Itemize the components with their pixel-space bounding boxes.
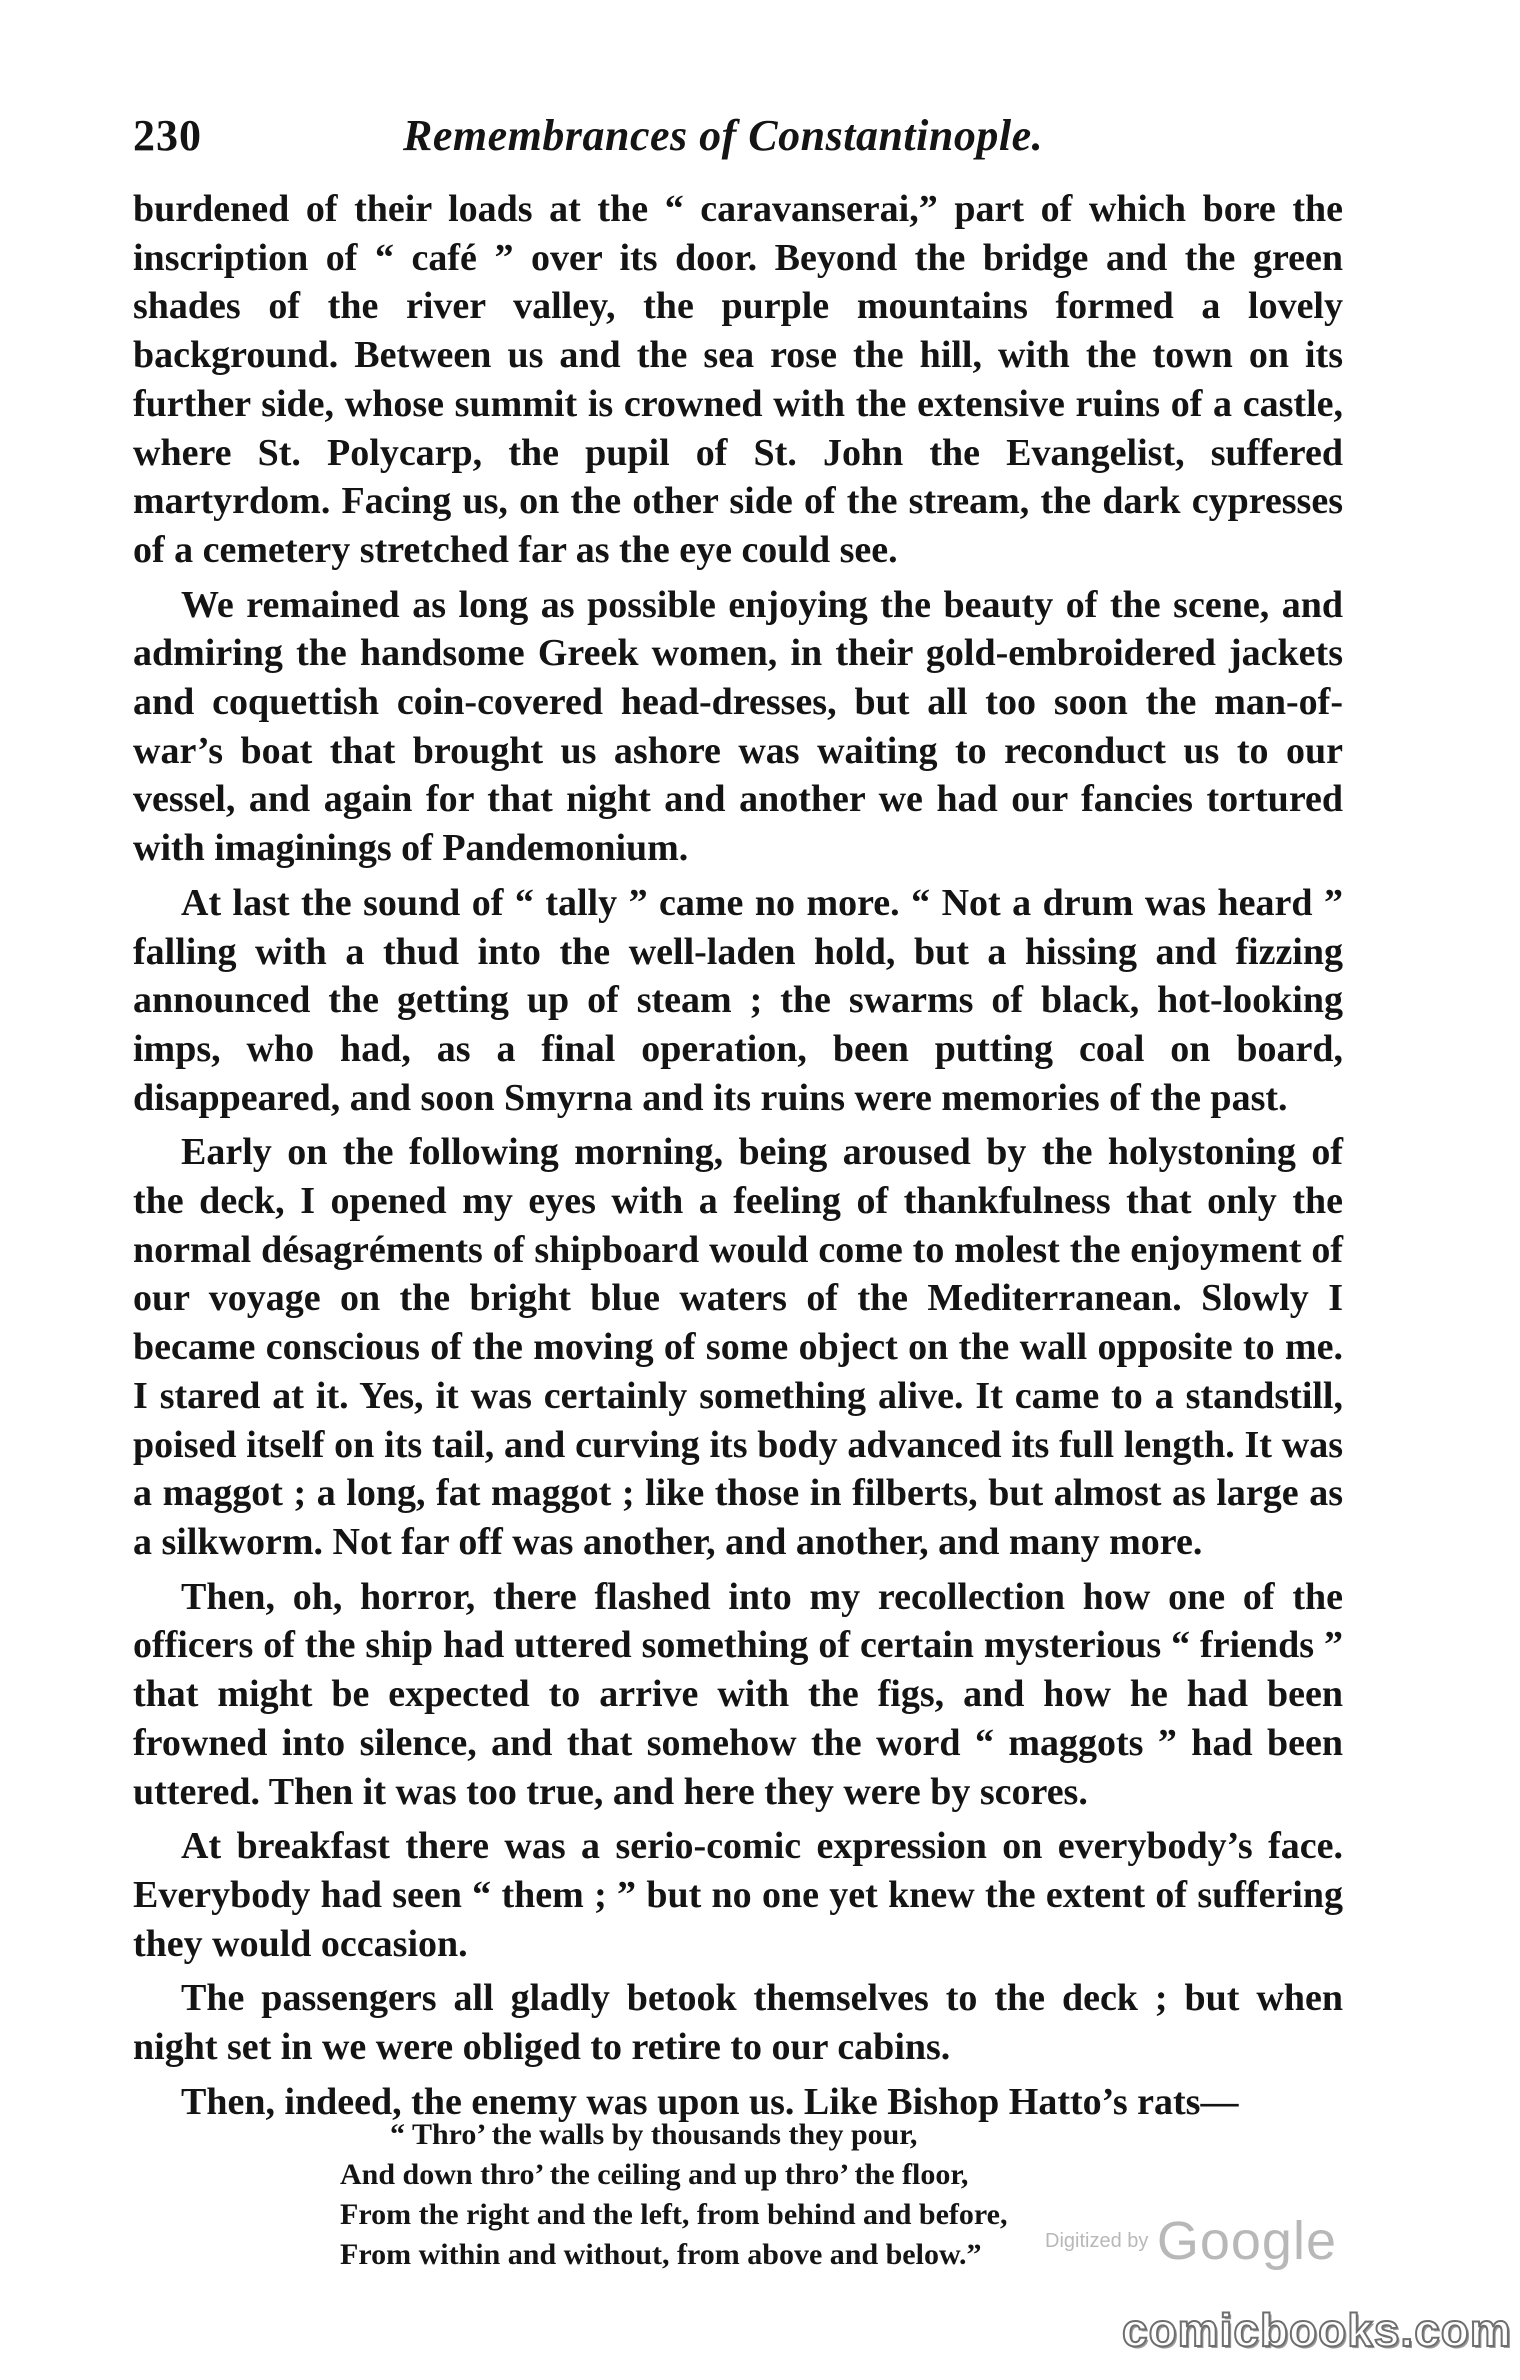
page-number: 230 — [133, 111, 202, 160]
site-watermark: comicbooks.com — [1122, 2304, 1512, 2356]
verse-line: And down thro’ the ceiling and up thro’ the floor, — [340, 2158, 969, 2191]
verse-line: “ Thro’ the walls by thousands they pour, — [390, 2118, 918, 2151]
digitizer-watermark — [1045, 2210, 1337, 2272]
verse-line: From within and without, from above and below.” — [340, 2238, 982, 2271]
paragraph: Then, oh, horror, there flashed into my recollection how one of the officers of the ship had uttered something of certain mysterious “ friends ” that might be expected to arrive with the figs, and how he had been frowned into silence, and that somehow the word “ maggots ” had been uttered. Then it was too true, and here they were by scores. — [133, 1575, 1343, 1813]
paragraph: Then, indeed, the enemy was upon us. Like Bishop Hatto’s rats— — [181, 2080, 1239, 2123]
verse-line: From the right and the left, from behind and before, — [340, 2198, 1008, 2231]
paragraph: The passengers all gladly betook themselves to the deck ; but when night set in we were obliged to retire to our cabins. — [133, 1977, 1343, 2069]
body-text — [133, 185, 1343, 2132]
digitizer-prefix: Digitized by — [1045, 2229, 1149, 2252]
paragraph: At last the sound of “ tally ” came no more. “ Not a drum was heard ” falling with a thud into the well-laden hold, but a hissing and fizzing announced the getting up of steam ; the swarms of black, hot-looking imps, who had, as a final operation, been putting coal on board, disappeared, and soon Smyrna and its ruins were memories of the past. — [133, 881, 1343, 1119]
paragraph: burdened of their loads at the “ caravanserai,” part of which bore the inscription of “ café ” over its door. Beyond the bridge and the green shades of the river valley, the purple mountains formed a lovely background. Between us and the sea rose the hill, with the town on its further side, whose summit is crowned with the extensive ruins of a castle, where St. Polycarp, the pupil of St. John the Evangelist, suffered martyrdom. Facing us, on the other side of the stream, the dark cypresses of a cemetery stretched far as the eye could see. — [133, 188, 1343, 571]
google-logo: Google — [1156, 2211, 1337, 2271]
running-title: Remembrances of Constantinople. — [403, 111, 1044, 160]
paragraph: At breakfast there was a serio-comic expression on everybody’s face. Everybody had seen “ them ; ” but no one yet knew the extent of suffering they would occasion. — [133, 1825, 1343, 1965]
paragraph: Early on the following morning, being aroused by the holystoning of the deck, I opened my eyes with a feeling of thankfulness that only the normal désagréments of shipboard would come to molest the enjoyment of our voyage on the bright blue waters of the Mediterranean. Slowly I became conscious of the moving of some object on the wall opposite to me. I stared at it. Yes, it was certainly something alive. It came to a standstill, poised itself on its tail, and curving its body advanced its full length. It was a maggot ; a long, fat maggot ; like those in filberts, but almost as large as a silkworm. Not far off was another, and another, and many more. — [133, 1131, 1343, 1563]
paragraph: We remained as long as possible enjoying the beauty of the scene, and admiring the handsome Greek women, in their gold-embroidered jackets and coquettish coin-covered head-dresses, but all too soon the man-of-war’s boat that brought us ashore was waiting to reconduct us to our vessel, and again for that night and another we had our fancies tortured with imaginings of Pandemonium. — [133, 583, 1343, 870]
page-header — [133, 110, 1333, 170]
